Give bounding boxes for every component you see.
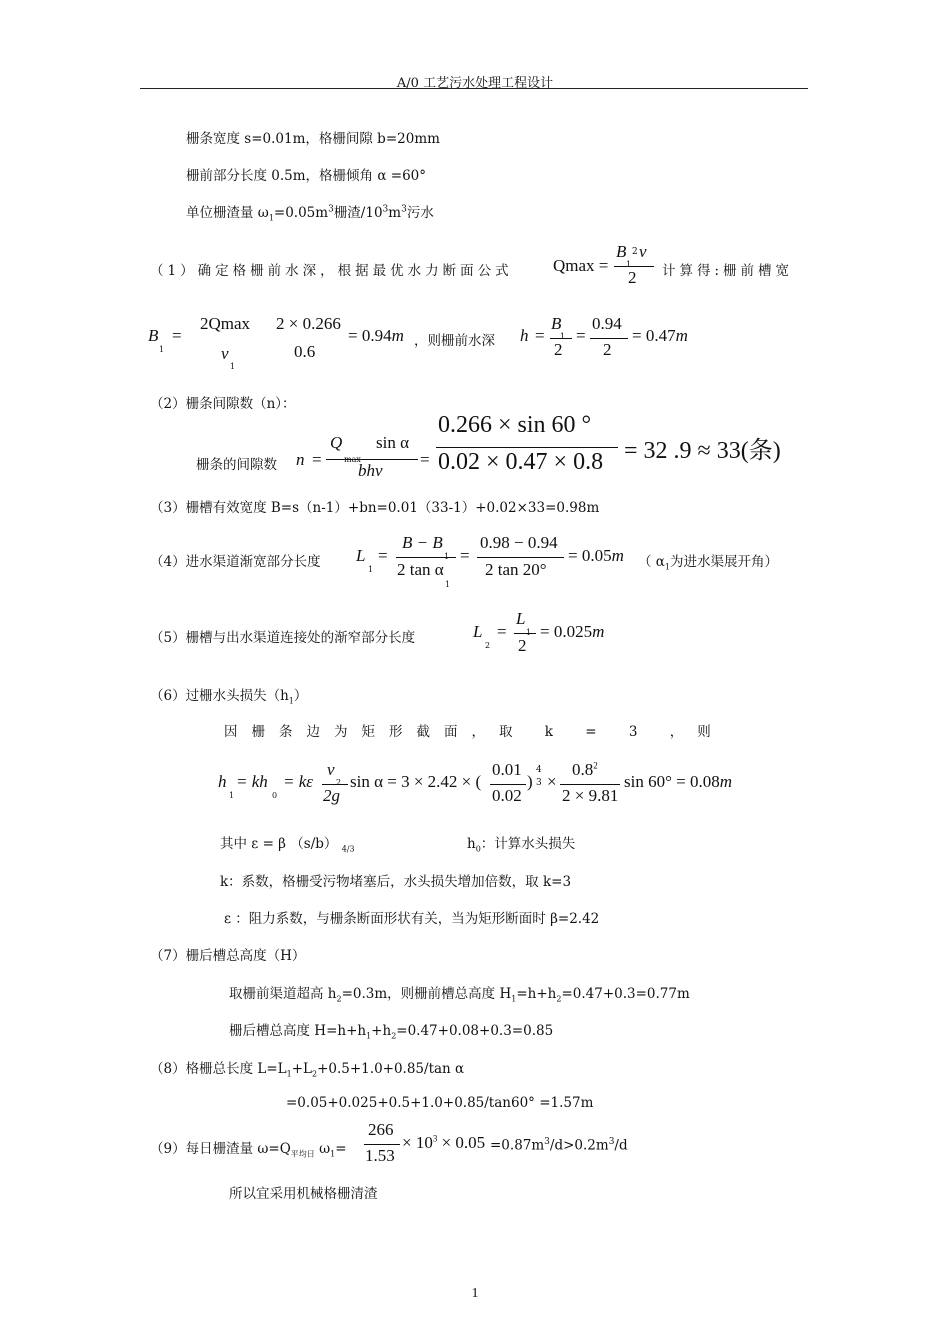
s9-res: $=0.87m^3/d>0.2m^3/d$ <box>490 1137 628 1154</box>
s5-L-sub: 2 <box>485 641 491 650</box>
s6-v-bar <box>322 784 348 785</box>
s1-num-sub: 1 <box>626 260 632 269</box>
s5-eq: = <box>497 622 507 641</box>
s2-big-num: 0.266 × sin 60 ° <box>438 412 592 438</box>
header-rule <box>140 88 808 89</box>
s6-paren: ) <box>527 772 533 791</box>
s1-eq2: = <box>535 326 545 345</box>
s4-f1-bar <box>396 557 456 558</box>
s8-line-1: （8）格栅总长度 $L=L_1+L_2+0.5+1.0+0.85/\tan$ α <box>150 1061 465 1079</box>
s1-res1: = 0.94m <box>348 326 404 345</box>
s2-result: = 32 .9 ≈ 33(条) <box>624 438 781 464</box>
s2-label: 栅条的间隙数 <box>196 457 277 473</box>
s9-num: 266 <box>368 1120 394 1139</box>
s1-qmax: Qmax = <box>553 256 609 275</box>
s5-L: L <box>473 622 483 641</box>
s4-L-sub: 1 <box>368 565 374 574</box>
s6-h0-desc: $h_0$：计算水头损失 <box>467 836 576 854</box>
s1-eq3: = <box>576 326 586 345</box>
s6-h0-sub: 0 <box>272 791 278 800</box>
s2-fraction-bar <box>326 459 418 460</box>
s6-title: （6）过栅水头损失$(h_1)$ <box>150 688 308 706</box>
s4-f2-num: 0.98 − 0.94 <box>480 533 558 552</box>
s1-num-v: v <box>639 242 647 261</box>
s4-f1-den: 2 tan α <box>397 560 444 579</box>
s6-sin: sin α = 3 × 2.42 × ( <box>350 772 482 791</box>
s2-num-Q: Q <box>330 433 343 452</box>
s1-B: B <box>148 326 159 345</box>
s1-f2-num: 2 × 0.266 <box>276 314 341 333</box>
s4-note: （ $\alpha_1$为进水渠展开角） <box>638 554 779 572</box>
s1-den: 2 <box>628 268 637 287</box>
s6-eq2: = kε <box>283 772 313 791</box>
s9-den: 1.53 <box>365 1146 395 1165</box>
s1-tail: 计算得:栅前槽宽 <box>662 263 794 279</box>
s4-L: L <box>356 546 366 565</box>
s1-text: （1）确定格栅前水深，根据最优水力断面公式 <box>150 263 513 279</box>
s2-eq2: = <box>420 450 430 469</box>
s2-big-den: 0.02 × 0.47 × 0.8 <box>438 449 604 475</box>
s6-v-sup: 2 <box>336 778 342 787</box>
s1-res2: = 0.47m <box>632 326 688 345</box>
s6-exp-den: 3 <box>536 778 542 788</box>
s4-f1-num: B − B <box>402 533 443 552</box>
s5-res: = 0.025m <box>540 622 605 641</box>
s8-line-2: =0.05+0.025+0.5+1.0+0.85/tan60° =1.57m <box>286 1095 594 1111</box>
s5-num-sub: 1 <box>526 628 532 637</box>
s6-fr2-num: $0.8^2$ <box>572 760 598 779</box>
s9-mul: × $10^3 \times 0.05$ <box>402 1133 486 1152</box>
s9-text: （9）每日栅渣量 $\omega=Q_{平均日}$ $\omega_1=$ <box>150 1141 347 1159</box>
s2-n: n <box>296 450 305 469</box>
s1-f4-bar <box>590 338 628 339</box>
s6-fr-num: 0.01 <box>492 760 522 779</box>
s4-f2-bar <box>477 557 564 558</box>
s4-eq2: = <box>460 546 470 565</box>
s6-v-num: v <box>327 760 335 779</box>
s1-fraction-bar <box>614 266 654 267</box>
s7-line-1: 取栅前渠道超高 $h_2=0.3m$，则栅前槽总高度 $H_1=h+h_2=0.47+0.3=0.77m$ <box>229 986 690 1004</box>
s4-res: = 0.05m <box>568 546 624 565</box>
param-line-3: 单位栅渣量 $\omega_1=0.05m^3$栅渣$/10^3m^3$污水 <box>186 204 434 223</box>
s5-text: （5）栅槽与出水渠道连接处的渐窄部分长度 <box>150 630 416 646</box>
s1-f3-den: 2 <box>554 340 563 359</box>
s1-f4-num: 0.94 <box>592 314 622 333</box>
s1-f4-den: 2 <box>603 340 612 359</box>
s4-f1-den-sub: 1 <box>445 580 451 589</box>
s2-title: （2）栅条间隙数（n）： <box>150 396 296 412</box>
s1-mid: ，则栅前水深 <box>414 333 495 349</box>
s1-f1-den-v: v <box>221 344 229 363</box>
page-header: A/0 工艺污水处理工程设计 <box>396 76 554 91</box>
param-line-1: 栅条宽度 s=0.01m，格栅间隙 b=20mm <box>186 131 440 147</box>
s6-fr-bar <box>490 784 526 785</box>
s9-bar <box>364 1144 400 1145</box>
s1-num-b: B <box>616 242 627 261</box>
s1-f2-den: 0.6 <box>294 342 316 361</box>
s6-cond: 因栅条边为矩形截面，取 k = 3 ，则 <box>224 724 725 740</box>
s1-f3-num: B <box>551 314 562 333</box>
s4-f2-den: 2 tan 20° <box>485 560 547 579</box>
s2-den: bhv <box>358 461 383 480</box>
s5-bar <box>514 633 536 634</box>
s1-h: h <box>520 326 529 345</box>
s1-f3-bar <box>550 338 572 339</box>
s1-f1-den-sub: 1 <box>230 362 236 371</box>
s4-f1-num-sub: 1 <box>444 552 450 561</box>
s2-num-sub: max <box>344 455 361 464</box>
s6-g-den: 2g <box>323 786 340 805</box>
s6-eps-desc: ε ：阻力系数，与栅条断面形状有关，当为矩形断面时 β=2.42 <box>224 911 600 927</box>
s7-title: （7）栅后槽总高度（H） <box>150 948 306 964</box>
page-number: 1 <box>471 1286 479 1301</box>
s6-eq1: = kh <box>236 772 268 791</box>
s1-f1-num: 2Qmax <box>200 314 251 333</box>
s3-text: （3）栅槽有效宽度 B=s（n-1）+bn=0.01（33-1）+0.02×33=0.98m <box>150 500 600 516</box>
s6-exp-num: 4 <box>536 765 542 775</box>
s2-eq: = <box>312 450 322 469</box>
s9-conclusion: 所以宜采用机械格栅清渣 <box>229 1186 378 1202</box>
s4-text: （4）进水渠道渐宽部分长度 <box>150 554 321 570</box>
s5-den: 2 <box>518 636 527 655</box>
s4-eq: = <box>378 546 388 565</box>
s1-num-sup: 2 <box>632 247 638 257</box>
s6-fr2-den: 2 × 9.81 <box>562 786 619 805</box>
param-line-2: 栅前部分长度 0.5m，格栅倾角 α =60° <box>186 168 427 184</box>
s6-h1: h <box>218 772 227 791</box>
s6-res: sin 60° = 0.08m <box>624 772 733 791</box>
s6-times: × <box>547 772 557 791</box>
s5-num: L <box>516 609 526 628</box>
s6-where: 其中 ε = β （s/b） $_{4/3}$ <box>220 836 355 854</box>
s6-k-desc: k：系数，格栅受污物堵塞后，水头损失增加倍数，取 k=3 <box>220 874 572 890</box>
s6-fr2-bar <box>560 784 620 785</box>
s1-B-sub: 1 <box>159 345 165 354</box>
s2-num-sin: sin α <box>376 433 409 452</box>
s6-h1-sub: 1 <box>229 791 235 800</box>
s1-eq: = <box>172 326 182 345</box>
s2-big-bar <box>436 447 618 448</box>
s1-f3-sub: 1 <box>560 332 566 341</box>
s7-line-2: 栅后槽总高度 $H=h+h_1+h_2=0.47+0.08+0.3=0.85$ <box>229 1023 554 1041</box>
s6-fr-den: 0.02 <box>492 786 522 805</box>
